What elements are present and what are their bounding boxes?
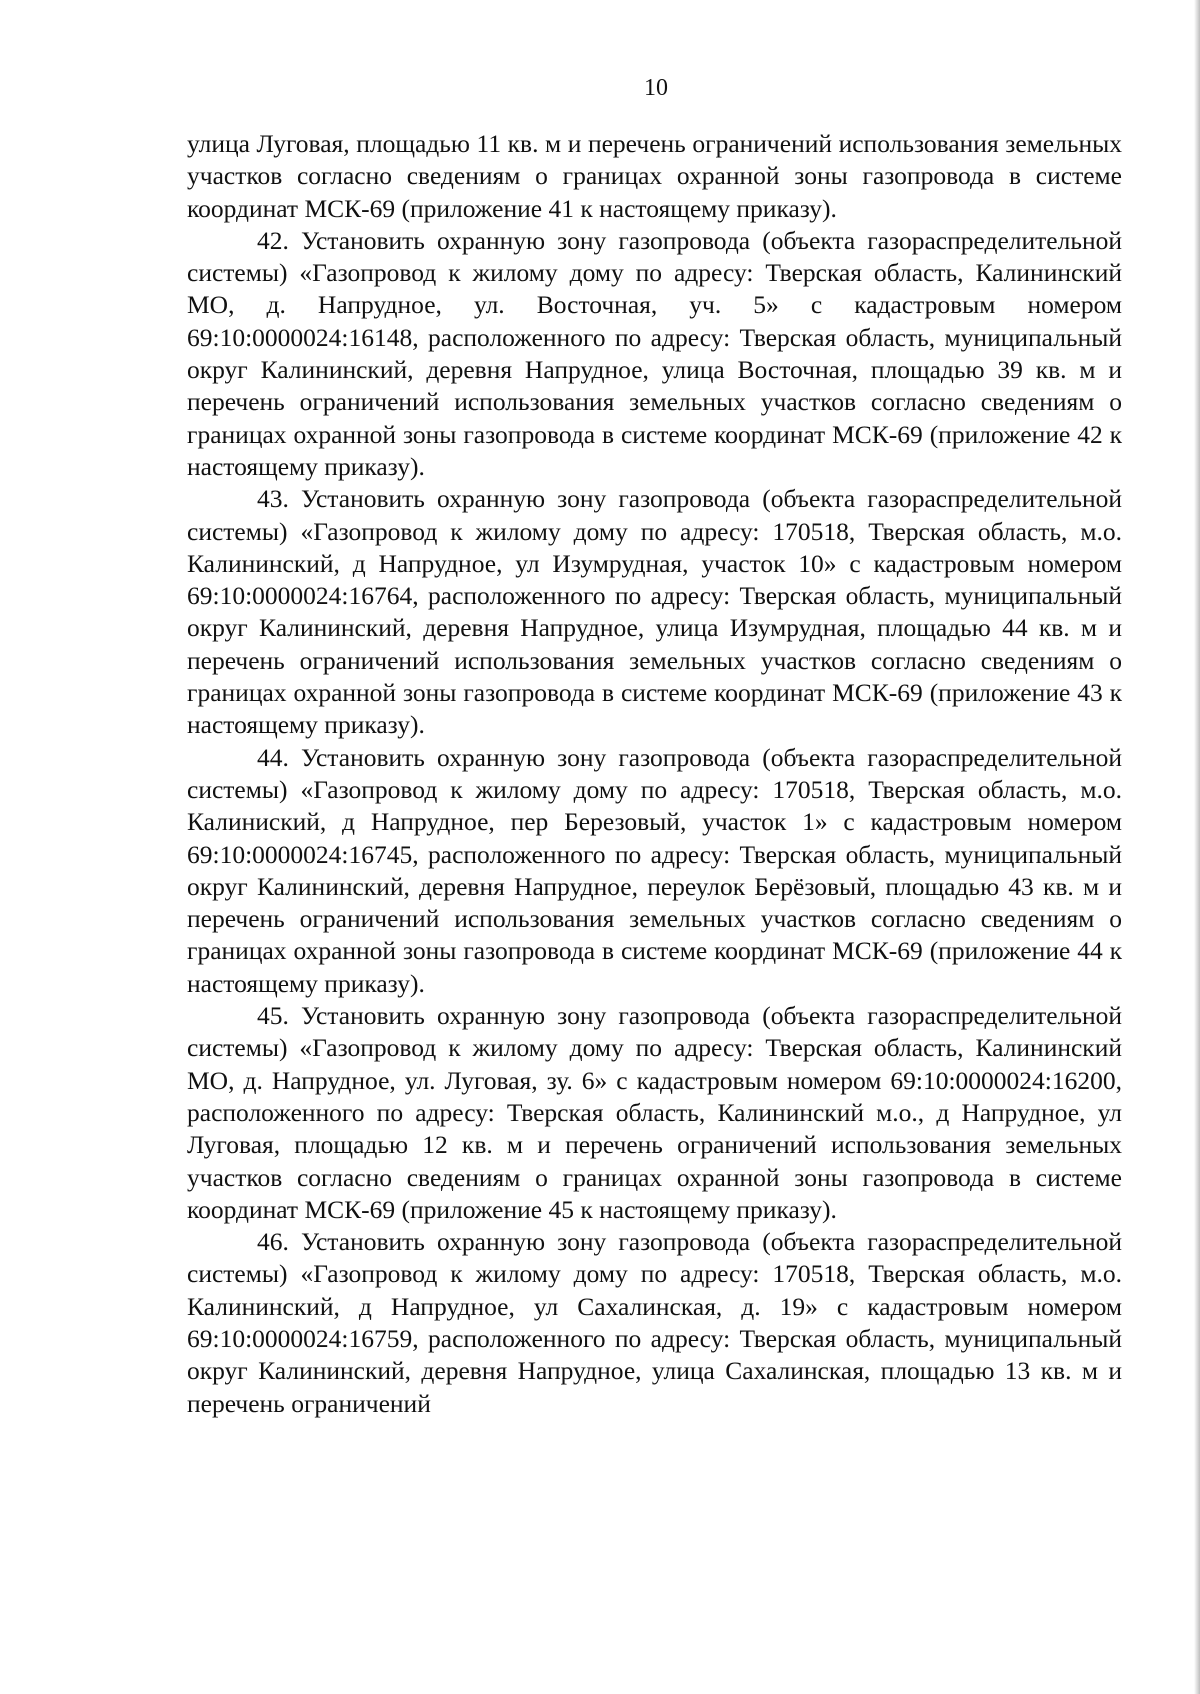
page-number: 10	[644, 75, 668, 101]
paragraph-item-45: 45. Установить охранную зону газопровода (объекта газораспределительной системы) «Газопровод к жилому дому по адресу: Тверская область, Калининский МО, д. Напрудное, ул. Луговая, зу. 6» с кадастровым номером 69:10:0000024:16200, расположенного по адресу: Тверская область, Калининский м.о., д Напрудное, ул Луговая, площадью 12 кв. м и перечень ограничений использования земельных участков согласно сведениям о границах охранной зоны газопровода в системе координат МСК-69 (приложение 45 к настоящему приказу).	[187, 1001, 1122, 1224]
paragraph-item-44: 44. Установить охранную зону газопровода (объекта газораспределительной системы) «Газопровод к жилому дому по адресу: 170518, Тверская область, м.о. Калиниский, д Напрудное, пер Березовый, участок 1» с кадастровым номером 69:10:0000024:16745, расположенного по адресу: Тверская область, муниципальный округ Калининский, деревня Напрудное, переулок Берёзовый, площадью 43 кв. м и перечень ограничений использования земельных участков согласно сведениям о границах охранной зоны газопровода в системе координат МСК-69 (приложение 44 к настоящему приказу).	[187, 742, 1122, 998]
paragraph-item-42: 42. Установить охранную зону газопровода (объекта газораспределительной системы) «Газопровод к жилому дому по адресу: Тверская область, Калининский МО, д. Напрудное, ул. Восточная, уч. 5» с кадастровым номером 69:10:0000024:16148, расположенного по адресу: Тверская область, муниципальный округ Калининский, деревня Напрудное, улица Восточная, площадью 39 кв. м и перечень ограничений использования земельных участков согласно сведениям о границах охранной зоны газопровода в системе координат МСК-69 (приложение 42 к настоящему приказу).	[187, 225, 1122, 481]
paragraph-item-43: 43. Установить охранную зону газопровода (объекта газораспределительной системы) «Газопровод к жилому дому по адресу: 170518, Тверская область, м.о. Калининский, д Напрудное, ул Изумрудная, участок 10» с кадастровым номером 69:10:0000024:16764, расположенного по адресу: Тверская область, муниципальный округ Калининский, деревня Напрудное, улица Изумрудная, площадью 44 кв. м и перечень ограничений использования земельных участков согласно сведениям о границах охранной зоны газопровода в системе координат МСК-69 (приложение 43 к настоящему приказу).	[187, 484, 1122, 740]
paragraph-item-46: 46. Установить охранную зону газопровода (объекта газораспределительной системы) «Газопровод к жилому дому по адресу: 170518, Тверская область, м.о. Калининский, д Напрудное, ул Сахалинская, д. 19» с кадастровым номером 69:10:0000024:16759, расположенного по адресу: Тверская область, муниципальный округ Калининский, деревня Напрудное, улица Сахалинская, площадью 13 кв. м и перечень ограничений	[187, 1227, 1122, 1418]
document-body	[187, 128, 1122, 1420]
scan-edge-shadow	[1194, 0, 1200, 1694]
paragraph-continuation: улица Луговая, площадью 11 кв. м и перечень ограничений использования земельных участков согласно сведениям о границах охранной зоны газопровода в системе координат МСК-69 (приложение 41 к настоящему приказу).	[187, 129, 1122, 223]
